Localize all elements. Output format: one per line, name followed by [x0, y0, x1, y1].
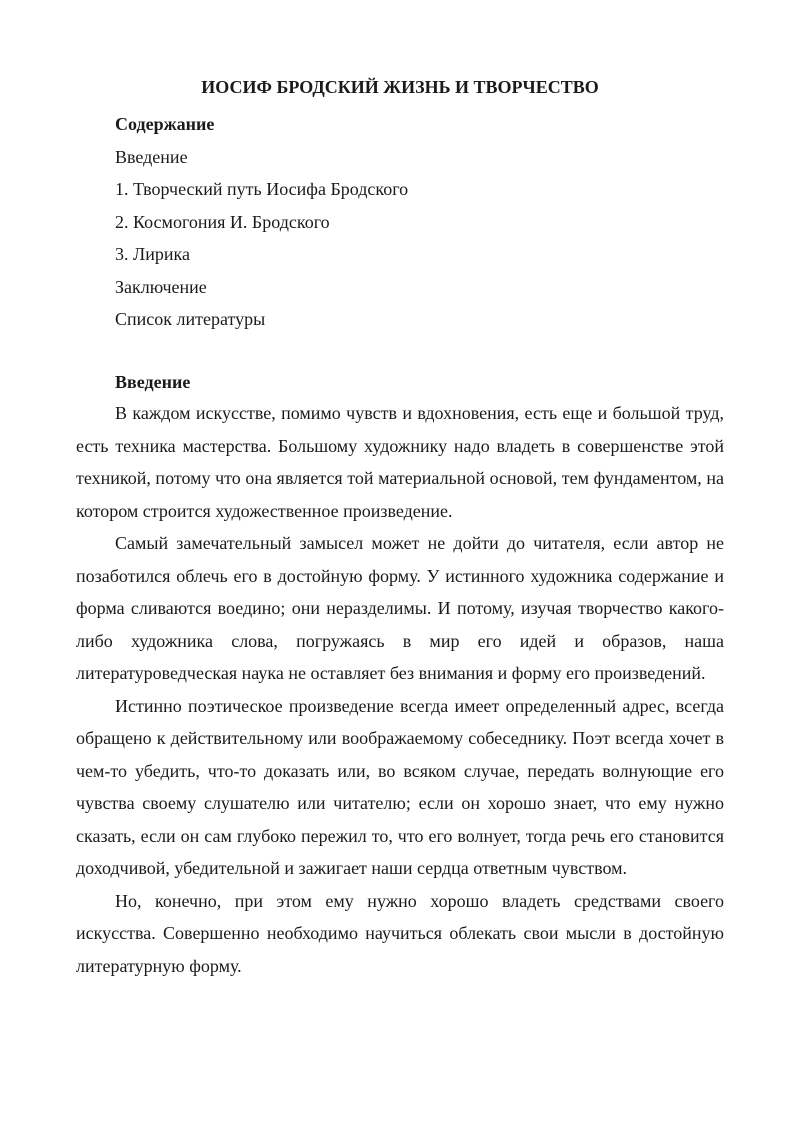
toc-item-introduction: Введение [115, 146, 188, 167]
toc-item-bibliography: Список литературы [115, 309, 266, 329]
toc-item-cosmogony: 2. Космогония И. Бродского [115, 211, 330, 232]
table-of-contents [115, 108, 408, 336]
document-title: ИОСИФ БРОДСКИЙ ЖИЗНЬ И ТВОРЧЕСТВО [201, 77, 599, 97]
introduction-heading: Введение [115, 372, 191, 392]
toc-item-lyrics: 3. Лирика [115, 244, 190, 264]
paragraph: Самый замечательный замысел может не дойти до читателя, если автор не позаботился облечь его в достойную форму. У истинного художника содержание и форма сливаются воедино; они неразделимы. И потому, изучая творчество какого-либо художника слова, погружаясь в мир его идей и образов, наша литературоведческая наука не оставляет без внимания и форму его произведений. [76, 533, 724, 683]
paragraph: Но, конечно, при этом ему нужно хорошо владеть средствами своего искусства. Совершенно необходимо научиться облекать свои мысли в достойную литературную форму. [76, 890, 724, 976]
paragraph: В каждом искусстве, помимо чувств и вдохновения, есть еще и большой труд, есть техника мастерства. Большому художнику надо владеть в совершенстве этой техникой, потому что она является той материальной основой, тем фундаментом, на котором строится художественное произведение. [76, 403, 724, 521]
toc-item-creative-path: 1. Творческий путь Иосифа Бродского [115, 179, 409, 199]
toc-heading: Содержание [115, 114, 215, 134]
paragraph: Истинно поэтическое произведение всегда имеет определенный адрес, всегда обращено к действительному или воображаемому собеседнику. Поэт всегда хочет в чем-то убедить, что-то доказать или, во всяком случае, передать волнующие его чувства своему слушателю или читателю; если он хорошо знает, что ему нужно сказать, если он сам глубоко пережил то, что его волнует, тогда речь его становится доходчивой, убедительной и зажигает наши сердца ответным чувством. [76, 695, 724, 878]
toc-item-conclusion: Заключение [115, 276, 207, 297]
introduction-body [76, 397, 724, 982]
